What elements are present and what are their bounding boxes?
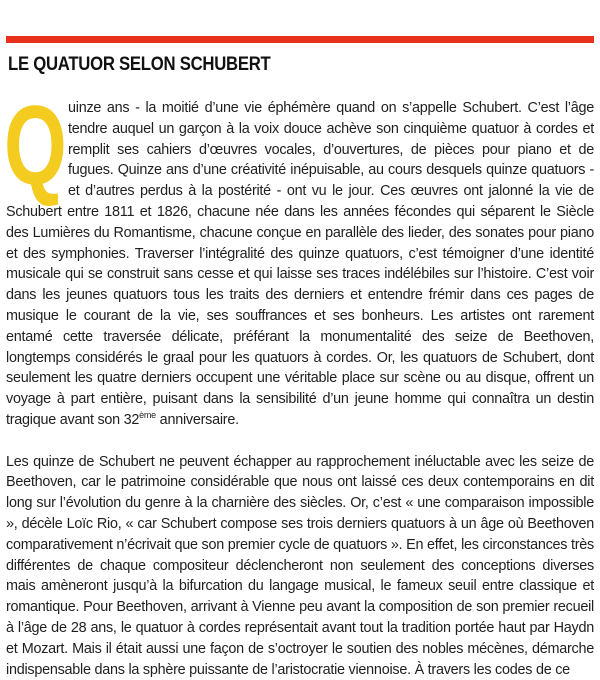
paragraph-1 (4, 83, 594, 431)
top-red-rule (6, 36, 594, 43)
paragraph-2: Les quinze de Schubert ne peuvent échapper au rapprochement inéluctable avec les seize de Beethoven, car le patrimoine considérable que nous ont laissé ces deux contemporains en dit long sur l’évolution du genre à la charnière des siècles. Or, c’est « une comparaison impossible », décèle Loïc Rio, « car Schubert compose ses trois derniers quatuors à un âge où Beethoven comparativement n’écrivait que son premier cycle de quatuors ». En effet, les circonstances très différentes de chaque compositeur déclencheront non seulement des conceptions diverses mais amèneront jusqu’à la bifurcation du langage musical, le fameux seuil entre classique et romantique. Pour Beethoven, arrivant à Vienne peu avant la composition de son premier recueil à l’âge de 28 ans, le quatuor à cordes représentait avant tout la tradition portée haut par Haydn et Mozart. Mais il était aussi une façon de s’octroyer le soutien des nobles mécènes, démarche indispensable dans la sphère puissante de l’aristocratie viennoise. À travers les codes de ce (6, 453, 594, 678)
paragraph-1-text: uinze ans - la moitié d’une vie éphémère quand on s’appelle Schubert. C’est l’âge tendre auquel un garçon à la voix douce achève son cinquième quatuor à cordes et remplit ses cahiers d’œuvres vocales, d’ouvertures, de pièces pour piano et de fugues. Quinze ans d’une créativité inépuisable, au cours desquels quinze quatuors - et d’autres perdus à la postérité - ont vu le jour. Ces œuvres ont jalonné la vie de Schubert entre 1811 et 1826, chacune née dans les années fécondes qui séparent le Siècle des Lumières du Romantisme, chacune conçue en parallèle des lieder, des sonates pour piano et des symphonies. Traverser l’intégralité des quinze quatuors, c’est témoigner d’une identité musicale qui se construit sans cesse et qui laisse ses traces indélébiles sur l’histoire. C’est voir dans les jeunes quatuors tous les traits des derniers et entendre frémir dans ces pages de musique le courant de la vie, ses souffrances et ses bonheurs. Les artistes ont rarement entamé cette traversée délicate, préférant la monumentalité des seize de Beethoven, longtemps considérés le graal pour les quatuors à cordes. Or, les quatuors de Schubert, dont seulement les quatre derniers occupent une véritable place sur scène ou au disque, offrent un voyage à part entière, puisant dans la sensibilité d’un jeune homme qui connaîtra un destin tragique avant son 32 (6, 100, 594, 428)
superscript-eme: ème (139, 409, 156, 420)
paragraph-1-end: anniversaire. (155, 411, 239, 428)
article-body (4, 83, 594, 680)
article-title: LE QUATUOR SELON SCHUBERT (8, 54, 271, 75)
drop-cap: Q (4, 83, 67, 208)
